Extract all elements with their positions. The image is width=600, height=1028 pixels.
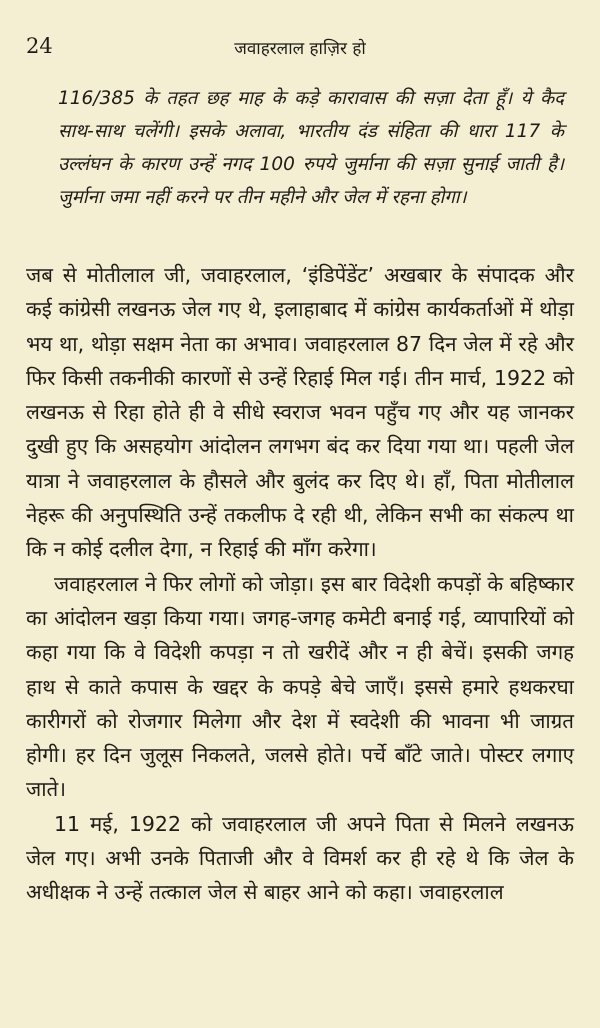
- running-title: जवाहरलाल हाज़िर हो: [234, 39, 366, 59]
- page-header: [26, 34, 574, 64]
- paragraph: जवाहरलाल ने फिर लोगों को जोड़ा। इस बार विदेशी कपड़ों के बहिष्कार का आंदोलन खड़ा किया गया। जगह-जगह कमेटी बनाई गई, व्यापारियों को कहा गया कि वे विदेशी कपड़ा न तो खरीदें और न ही बेचें। इसकी जगह हाथ से काते कपास के खद्दर के कपड़े बेचे जाएँ। इससे हमारे हथकरघा कारीगरों को रोजगार मिलेगा और देश में स्वदेशी की भावना भी जाग्रत होगी। हर दिन जुलूस निकलते, जलसे होते। पर्चे बाँटे जाते। पोस्टर लगाए जाते।: [26, 571, 574, 802]
- page-number: 24: [26, 34, 53, 58]
- quoted-verdict: 116/385 के तहत छह माह के कड़े कारावास की सज़ा देता हूँ। ये कैद साथ-साथ चलेंगी। इसके अलावा, भारतीय दंड संहिता की धारा 117 के उल्लंघन के कारण उन्हें नगद 100 रुपये जुर्माना की सज़ा सुनाई जाती है। जुर्माना जमा नहीं करने पर तीन महीने और जेल में रहना होगा।: [58, 88, 564, 208]
- body-text: [26, 258, 574, 910]
- paragraph: 11 मई, 1922 को जवाहरलाल जी अपने पिता से मिलने लखनऊ जेल गए। अभी उनके पिताजी और वे विमर्श कर ही रहे थे कि जेल के अधीक्षक ने उन्हें तत्काल जेल से बाहर आने को कहा। जवाहरलाल: [26, 811, 574, 905]
- paragraph: जब से मोतीलाल जी, जवाहरलाल, ‘इंडिपेंडेंट’ अखबार के संपादक और कई कांग्रेसी लखनऊ जेल गए थे, इलाहाबाद में कांग्रेस कार्यकर्ताओं में थोड़ा भय था, थोड़ा सक्षम नेता का अभाव। जवाहरलाल 87 दिन जेल में रहे और फिर किसी तकनीकी कारणों से उन्हें रिहाई मिल गई। तीन मार्च, 1922 को लखनऊ से रिहा होते ही वे सीधे स्वराज भवन पहुँच गए और यह जानकर दुखी हुए कि असहयोग आंदोलन लगभग बंद कर दिया गया था। पहली जेल यात्रा ने जवाहरलाल के हौसले और बुलंद कर दिए थे। हाँ, पिता मोतीलाल नेहरू की अनुपस्थिति उन्हें तकलीफ दे रही थी, लेकिन सभी का संकल्प था कि न कोई दलील देगा, न रिहाई की माँग करेगा।: [26, 263, 574, 562]
